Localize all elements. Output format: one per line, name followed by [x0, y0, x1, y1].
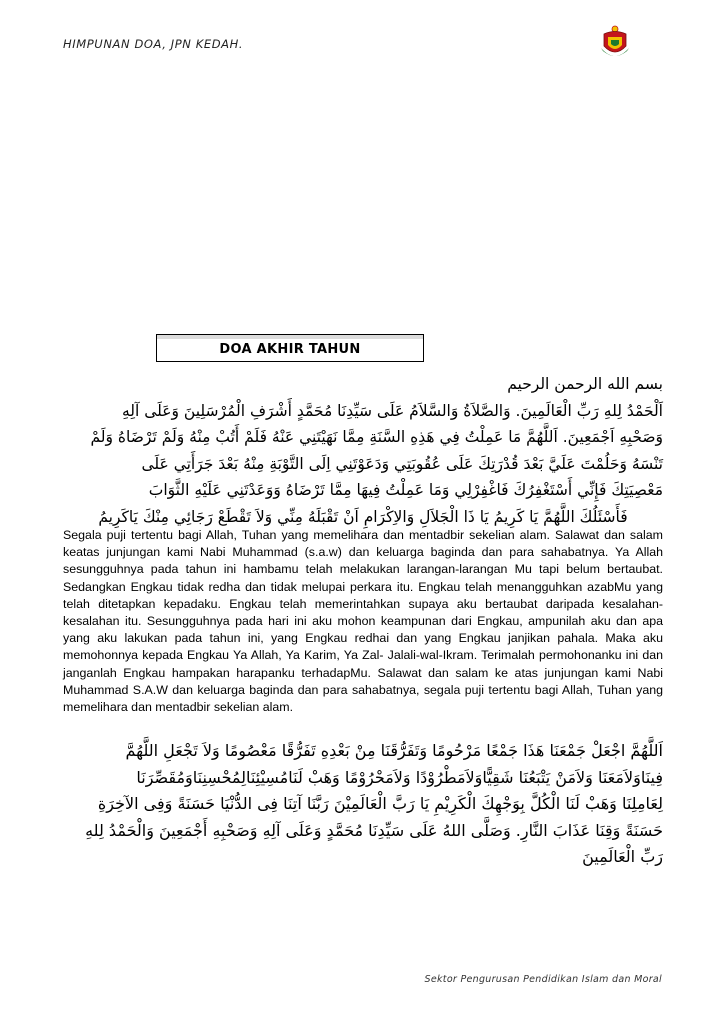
arabic-bottom-line: لِعَامِلِنَا وَهَبْ لَنَا الْكُلَّ بِوَجْهِكَ الْكَرِيْمِ يَا رَبَّ الْعَالَمِيْنَ رَبَّنَا آتِنَا فِى الدُّنْيَا حَسَنَةً وَفِى الآخِرَةِ: [97, 794, 663, 814]
title-box: [156, 334, 424, 362]
malay-translation: Segala puji tertentu bagi Allah, Tuhan yang memelihara dan mentadbir sekelian alam. Salawat dan salam keatas junjungan kami Nabi Muhammad (s.a.w) dan keluarga baginda dan para sahabatnya. Ya Allah sesungguhnya pada tahun ini hambamu telah melakukan larangan-larangan Mu tapi belum bertaubat. Sedangkan Engkau tidak redha dan tidak melupai perkara itu. Engkau telah menangguhkan azabMu yang telah ditetapkan kepadaku. Engkau telah memerintahkan supaya aku bertaubat daripada kesalahan-kesalahan itu. Sesungguhnya pada hari ini aku mohon keampunan dari Engkau, ampunilah aku dan apa yang aku lakukan pada tahun ini, yang Engkau redhai dan yang Engkau janjikan pahala. Maka aku memohonnya kepada Engkau Ya Allah, Ya Karim, Ya Zal- Jalali-wal-Ikram. Terimalah permohonanku ini dan janganlah Engkau hampakan harapanku terhadapMu. Salawat dan salam ke atas junjungan kami Nabi Muhammad S.A.W dan keluarga baginda dan para sahabatnya, segala puji tertentu bagi Allah, Tuhan yang memelihara dan mentadbir sekelian alam.: [63, 528, 663, 715]
arabic-top-line: فَأَسْئَلُكَ اللَّهُمَّ يَا كَرِيمُ يَا ذَا الْجَلاَلِ وَالاِكْرَامِ اَنْ تَقْبَلَهُ مِنِّي وَلاَ تَقْطَعْ رَجَائِي مِنْكَ يَاكَرِيمُ: [98, 507, 628, 526]
arabic-top-line: مَعْصِيَتِكَ فَإِنِّي أَسْتَغْفِرُكَ فَاغْفِرْلِي وَمَا عَمِلْتُ فِيهَا مِمَّا تَرْضَاهُ وَوَعَدْتَنِي عَلَيْهِ الثَّوَابَ: [148, 481, 663, 500]
kedah-state-emblem-icon: [598, 24, 632, 62]
arabic-top-line: تَنْسَهُ وَحَلُمْتَ عَلَيَّ بَعْدَ قُدْرَتِكَ عَلَى عُقُوبَتِي وَدَعَوْتَنِي اِلَى التَّوْبَةِ مِنْهُ بَعْدَ جَرَأَتِي عَلَى: [141, 454, 663, 473]
running-header: HIMPUNAN DOA, JPN KEDAH.: [63, 37, 244, 51]
page-title: DOA AKHIR TAHUN: [219, 342, 361, 357]
title-box-shade: [157, 335, 423, 339]
basmalah: بسم الله الرحمن الرحيم: [507, 375, 663, 393]
arabic-top-line: وَصَحْبِهِ اَجْمَعِينَ. اَللَّهُمَّ مَا عَمِلْتُ فِي هَذِهِ السَّنَةِ مِمَّا نَهَيْتَنِي عَنْهُ فَلَمْ أَتُبْ مِنْهُ وَلَمْ تَرْضَاهُ وَلَمْ: [90, 428, 663, 447]
arabic-bottom-line: فِينَاوَلاَمَعَنَا وَلاَمَنْ يَتْبَعُنَا شَقِيًّاوَلاَمَطْرُوْدًا وَلاَمَحْرُوْمًا وَهَبْ لَنَامُسِيْئِنَالِمُحْسِنِنَاوَمُقَصِّرَنَا: [136, 767, 663, 787]
running-footer: Sektor Pengurusan Pendidikan Islam dan Moral: [424, 974, 662, 985]
arabic-top-line: اَلْحَمْدُ لِلهِ رَبِّ الْعَالَمِينَ. وَالصَّلاَةُ وَالسَّلاَمُ عَلَى سَيِّدِنَا مُحَمَّدٍ أَشْرَفِ الْمُرْسَلِينَ وَعَلَى آلِهِ: [121, 401, 663, 420]
arabic-bottom-line: حَسَنَةً وَقِنَا عَذَابَ النَّارِ. وَصَلَّى اللهُ عَلَى سَيِّدِنَا مُحَمَّدٍ وَعَلَى آلِهِ وَصَحْبِهِ أَجْمَعِينَ وَالْحَمْدُ لِلهِ: [85, 820, 663, 840]
arabic-prayer-bottom: [63, 738, 663, 871]
arabic-bottom-line: رَبِّ الْعَالَمِينَ: [582, 847, 663, 867]
arabic-bottom-line: اَللَّهُمَّ اجْعَلْ جَمْعَنَا هَذَا جَمْعًا مَرْحُومًا وَتَفَرُّقَنَا مِنْ بَعْدِهِ تَفَرُّقًا مَعْصُومًا وَلاَ تَجْعَلِ اللَّهُمَّ: [125, 741, 663, 760]
arabic-prayer-top: [63, 371, 663, 531]
